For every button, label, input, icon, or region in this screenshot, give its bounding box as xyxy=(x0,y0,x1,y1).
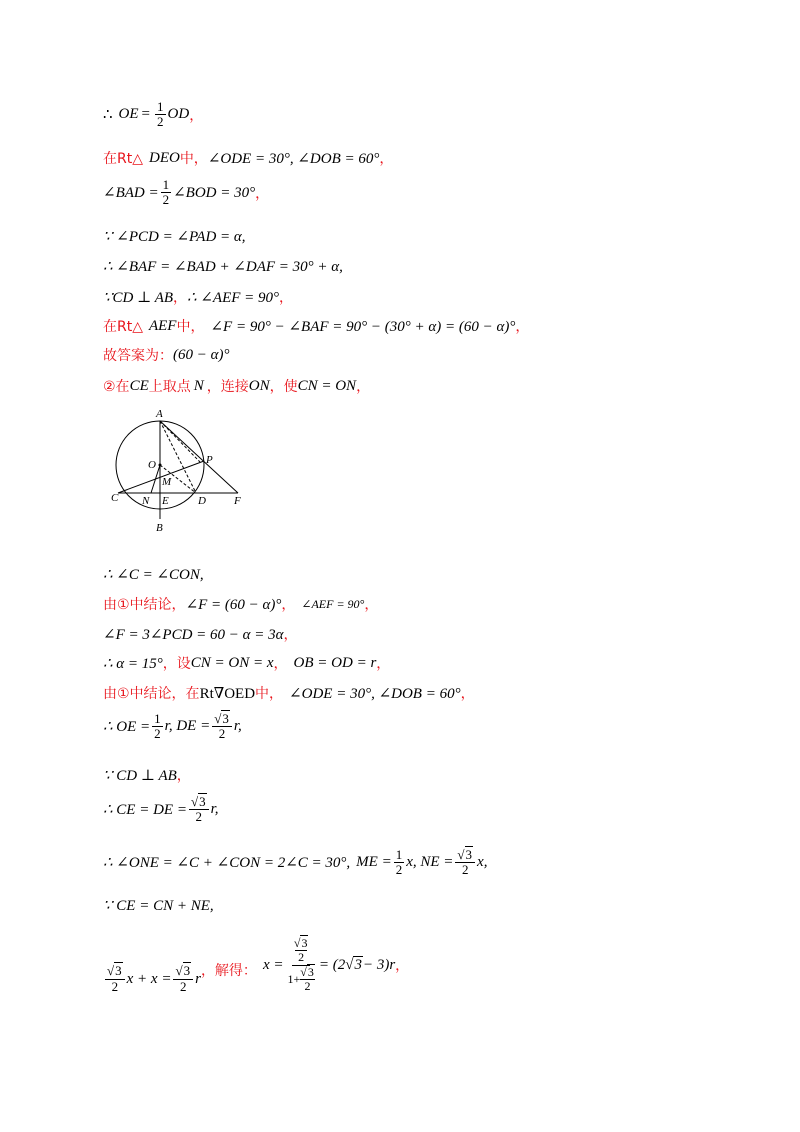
label-p: P xyxy=(206,454,213,466)
label-d: D xyxy=(198,495,206,507)
line-rt-deo: 在Rt△ DEO 中， ∠ODE = 30°, ∠DOB = 60° ， xyxy=(103,149,394,167)
label-o: O xyxy=(148,459,156,471)
line-af xyxy=(160,421,238,493)
line-cd-perp-ab-2: ∵ CD ⊥ AB ， xyxy=(103,767,191,784)
line-rt-aef: 在Rt△ AEF 中， ∠F = 90° − ∠BAF = 90° − (30° + α) = (60 − α)° ， xyxy=(103,317,530,335)
line-cd-perp-ab: ∵CD ⊥ AB ， ∴ ∠AEF = 90° ， xyxy=(103,289,294,306)
label-e: E xyxy=(162,495,169,507)
line-oe-half-od: ∴ OE = $\frac{1}{2}$ OD ， xyxy=(103,99,204,130)
label-a: A xyxy=(156,408,163,420)
center-point xyxy=(159,464,162,467)
line-oe-de: ∴ OE = $\frac{1}{2}$ r, DE = $\frac{√3}{2}$ r, xyxy=(103,711,242,742)
line-ce-de: ∴ CE = DE = $\frac{√3}{2}$ r, xyxy=(103,794,219,825)
geometry-figure xyxy=(100,405,260,535)
line-f-3pcd: ∠F = 3∠PCD = 60 − α = 3α ， xyxy=(103,626,298,643)
label-n: N xyxy=(142,495,150,507)
line-pcd-pad: ∵ ∠PCD = ∠PAD = α, xyxy=(103,229,246,245)
line-ce-cn-ne: ∵ CE = CN + NE, xyxy=(103,898,214,914)
line-conclusion-1: 由①中结论， ∠F = (60 − α)° ， ∠AEF = 90° ， xyxy=(103,596,379,613)
line-alpha-15: ∴ α = 15° ，设 CN = ON = x ， OB = OD = r ， xyxy=(103,654,391,672)
label-b: B xyxy=(156,522,163,534)
line-answer: 故答案为： (60 − α)° xyxy=(103,346,230,364)
line-one-angle: ∴ ∠ONE = ∠C + ∠CON = 2∠C = 30°, ME = $\frac{1}{2}$ x, NE = $\frac{√3}{2}$ x, xyxy=(103,847,488,878)
line-baf: ∴ ∠BAF = ∠BAD + ∠DAF = 30° + α, xyxy=(103,259,343,275)
line-bad: ∠BAD = $\frac{1}{2}$ ∠BOD = 30° ， xyxy=(103,177,270,208)
label-m: M xyxy=(162,476,172,488)
line-c-con: ∴ ∠C = ∠CON, xyxy=(103,567,204,583)
label-c: C xyxy=(111,492,119,504)
line-solve-x: $\frac{√3}{2}$ x + x = $\frac{√3}{2}$ r ，解得： x = √3 2 1+ $\frac{√3}{2}$ = (2 √3 − 3)r ， xyxy=(107,936,410,994)
label-f: F xyxy=(234,495,241,507)
line-take-point-n: ②在 CE 上取点 N ，连接 ON ，使 CN = ON ， xyxy=(103,377,371,395)
line-rt-oed: 由①中结论，在 Rt∇OED 中， ∠ODE = 30°, ∠DOB = 60° ， xyxy=(103,685,475,702)
